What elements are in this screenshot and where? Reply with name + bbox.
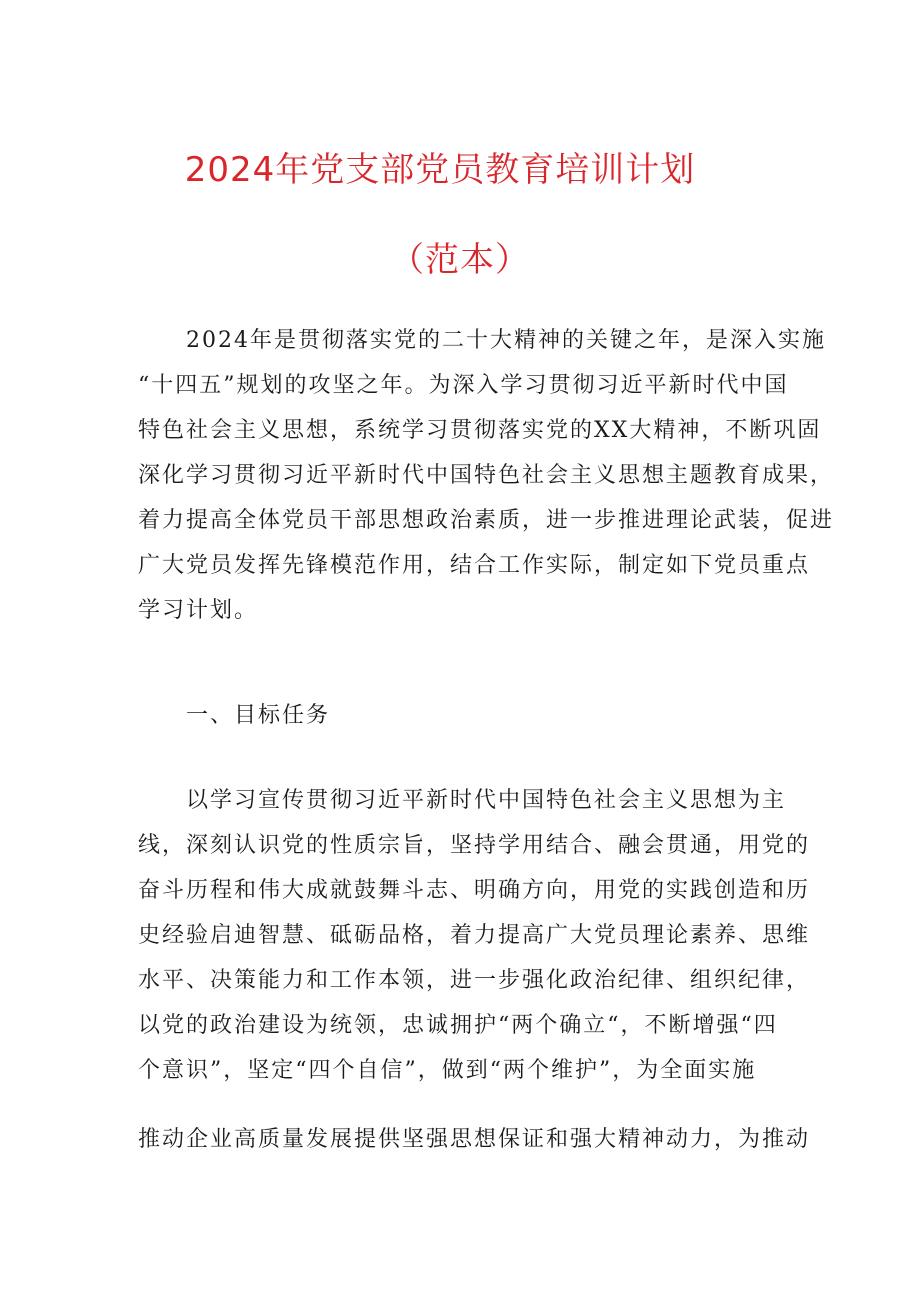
intro-line: 学习计划。 [138, 598, 259, 623]
section-line: 个意识”，坚定“四个自信”，做到“两个维护”，为全面实施 [138, 1058, 757, 1083]
section-line: 奋斗历程和伟大成就鼓舞斗志、明确方向，用党的实践创造和历 [138, 878, 811, 903]
section-line: 以党的政治建设为统领，忠诚拥护“两个确立“，不断增强“四 [138, 1013, 778, 1038]
section-line: 推动企业高质量发展提供坚强思想保证和强大精神动力，为推动 [138, 1127, 811, 1152]
intro-line: 特色社会主义思想，系统学习贯彻落实党的XX大精神，不断巩固 [138, 418, 822, 443]
intro-line: 2024年是贯彻落实党的二十大精神的关键之年，是深入实施 [186, 328, 826, 353]
section-line: 以学习宣传贯彻习近平新时代中国特色社会主义思想为主 [186, 788, 787, 813]
intro-line: 深化学习贯彻习近平新时代中国特色社会主义思想主题教育成果， [138, 463, 835, 488]
document-title: 2024年党支部党员教育培训计划 [184, 150, 696, 190]
section-line: 水平、决策能力和工作本领，进一步强化政治纪律、组织纪律， [138, 968, 811, 993]
document-subtitle: （范本） [390, 240, 530, 280]
intro-line: “十四五”规划的攻坚之年。为深入学习贯彻习近平新时代中国 [138, 373, 789, 398]
section-heading: 一、目标任务 [186, 703, 331, 728]
section-line: 线，深刻认识党的性质宗旨，坚持学用结合、融会贯通，用党的 [138, 833, 811, 858]
intro-line: 着力提高全体党员干部思想政治素质，进一步推进理论武装，促进 [138, 508, 835, 533]
section-line: 史经验启迪智慧、砥砺品格，着力提高广大党员理论素养、思维 [138, 923, 811, 948]
intro-line: 广大党员发挥先锋模范作用，结合工作实际，制定如下党员重点 [138, 553, 811, 578]
